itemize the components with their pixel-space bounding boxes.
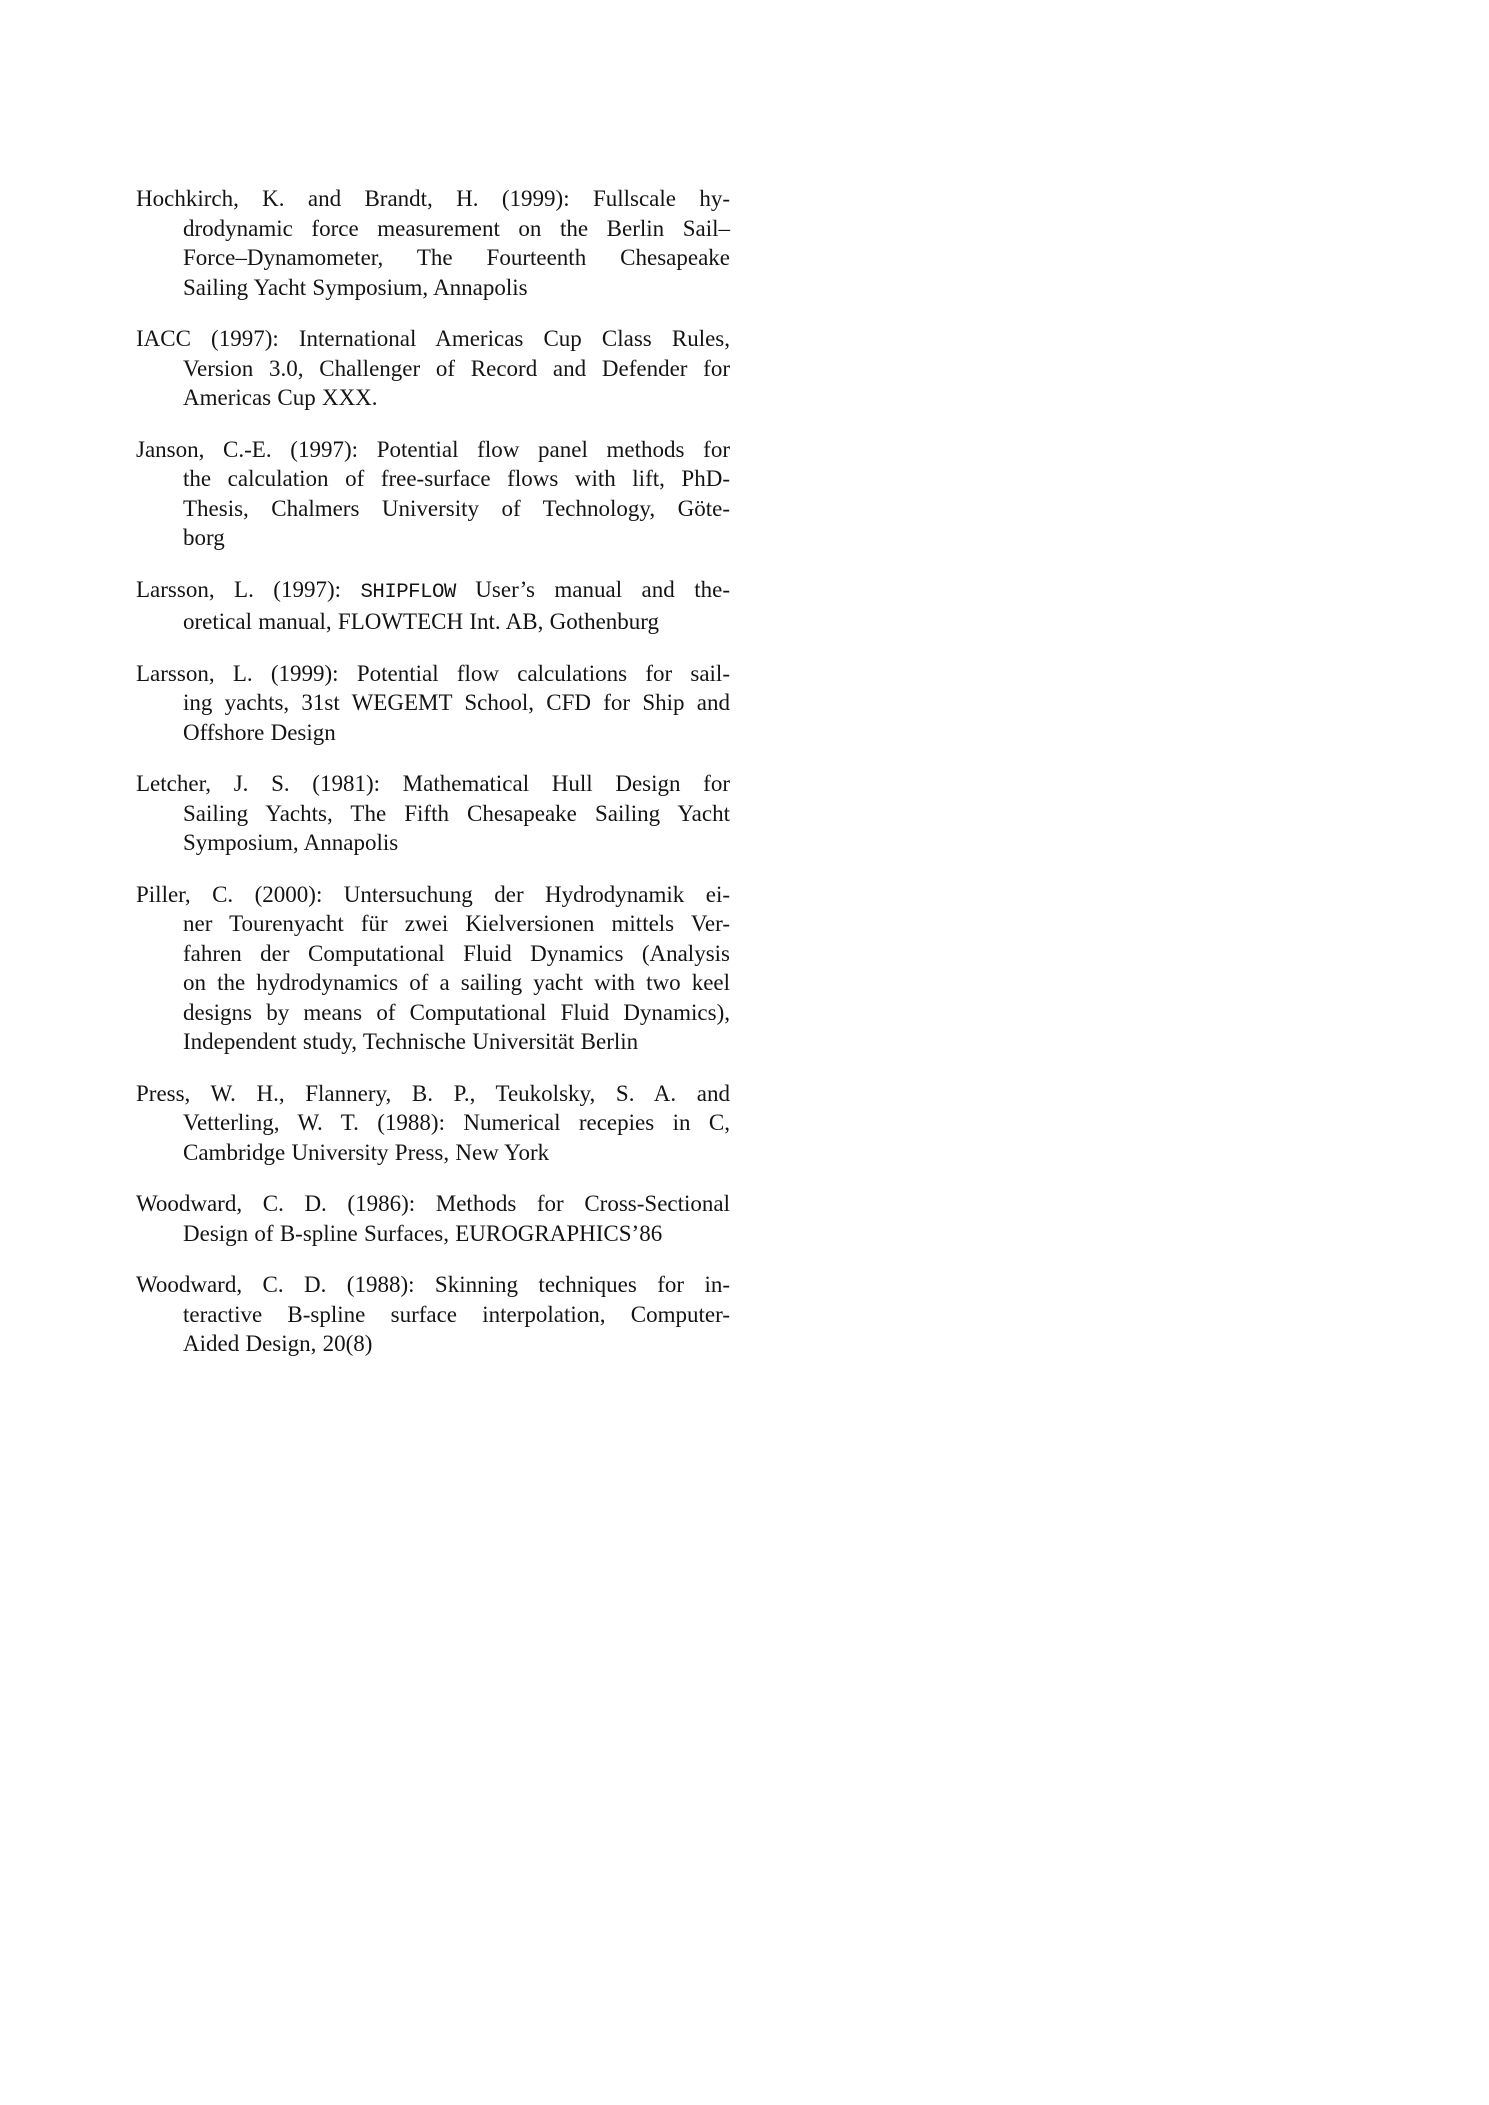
reference-line: Janson, C.-E. (1997): Potential flow panel methods for: [136, 436, 730, 462]
reference-line: Woodward, C. D. (1986): Methods for Cross-Sectional: [136, 1191, 730, 1216]
reference-line: Thesis, Chalmers University of Technology, Göte-: [183, 495, 730, 521]
reference-entry: [136, 575, 730, 637]
reference-line: ing yachts, 31st WEGEMT School, CFD for Ship and: [183, 690, 730, 715]
reference-line: oretical manual, FLOWTECH Int. AB, Gothenburg: [183, 609, 660, 634]
reference-entry: [136, 1189, 730, 1248]
reference-line: IACC (1997): International Americas Cup Class Rules,: [136, 326, 730, 351]
reference-line: Piller, C. (2000): Untersuchung der Hydrodynamik ei-: [136, 881, 730, 907]
reference-line: Larsson, L. (1997): SHIPFLOW User’s manual and the-: [136, 576, 730, 604]
reference-line: the calculation of free-surface flows with lift, PhD-: [183, 466, 730, 491]
shipflow-term: SHIPFLOW: [360, 580, 456, 604]
reference-line: borg: [183, 525, 225, 550]
reference-line: ner Tourenyacht für zwei Kielversionen mittels Ver-: [183, 911, 730, 936]
reference-line: Letcher, J. S. (1981): Mathematical Hull Design for: [136, 771, 730, 796]
reference-line: Sailing Yachts, The Fifth Chesapeake Sailing Yacht: [183, 800, 730, 826]
references-list: [136, 184, 730, 1381]
reference-entry: [136, 1270, 730, 1359]
reference-line: Woodward, C. D. (1988): Skinning techniques for in-: [136, 1272, 730, 1297]
reference-line: Version 3.0, Challenger of Record and Defender for: [183, 355, 730, 381]
reference-line: Cambridge University Press, New York: [183, 1139, 550, 1165]
reference-line: Sailing Yacht Symposium, Annapolis: [183, 274, 528, 300]
reference-line: Americas Cup XXX.: [183, 385, 378, 410]
reference-entry: [136, 435, 730, 553]
reference-line: Offshore Design: [183, 719, 336, 745]
reference-entry: [136, 1079, 730, 1168]
reference-line: Design of B-spline Surfaces, EUROGRAPHICS’86: [183, 1220, 663, 1246]
reference-line: fahren der Computational Fluid Dynamics (Analysis: [183, 940, 730, 966]
reference-line: Aided Design, 20(8): [183, 1331, 373, 1356]
reference-line: designs by means of Computational Fluid Dynamics),: [183, 999, 730, 1025]
reference-line: Vetterling, W. T. (1988): Numerical recepies in C,: [183, 1110, 730, 1135]
reference-line: Larsson, L. (1999): Potential flow calculations for sail-: [136, 660, 730, 686]
reference-entry: [136, 659, 730, 748]
reference-entry: [136, 769, 730, 858]
reference-line: Press, W. H., Flannery, B. P., Teukolsky, S. A. and: [136, 1080, 730, 1106]
reference-line: teractive B-spline surface interpolation, Computer-: [183, 1301, 730, 1327]
reference-line: on the hydrodynamics of a sailing yacht with two keel: [183, 970, 730, 995]
reference-line: Force–Dynamometer, The Fourteenth Chesapeake: [183, 245, 730, 270]
reference-line: Independent study, Technische Universität Berlin: [183, 1029, 639, 1054]
reference-entry: [136, 324, 730, 413]
reference-entry: [136, 184, 730, 302]
reference-line: Hochkirch, K. and Brandt, H. (1999): Fullscale hy-: [136, 186, 730, 211]
reference-entry: [136, 880, 730, 1057]
reference-line: Symposium, Annapolis: [183, 830, 399, 855]
reference-line: drodynamic force measurement on the Berlin Sail–: [183, 215, 730, 241]
